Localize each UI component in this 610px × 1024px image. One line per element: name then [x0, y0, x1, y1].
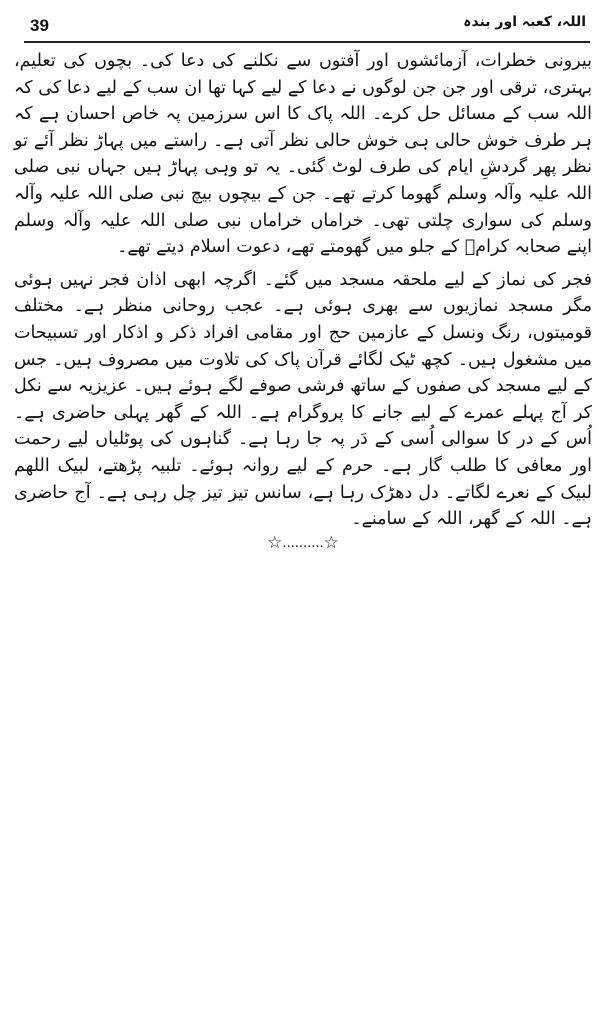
star-outline-icon: ☆ — [267, 533, 283, 553]
header-rule — [24, 41, 590, 43]
separator-dots: .......... — [282, 535, 324, 551]
page-number: 39 — [30, 16, 49, 35]
page-header — [24, 14, 590, 40]
section-separator — [255, 533, 351, 555]
body-text — [14, 48, 592, 533]
star-outline-icon: ☆ — [323, 533, 339, 553]
paragraph: فجر کی نماز کے لیے ملحقہ مسجد میں گئے۔ اگرچہ ابھی اذان فجر نہیں ہوئی مگر مسجد نمازیوں سے بھری ہوئی ہے۔ عجب روحانی منظر ہے۔ مختلف قومیتوں، رنگ ونسل کے عازمین حج اور مقامی افراد ذکر و اذکار اور تسبیحات میں مشغول ہیں۔ کچھ ٹیک لگائے قرآن پاک کی تلاوت میں مصروف ہیں۔ جس کے لیے مسجد کی صفوں کے ساتھ فرشی صوفے لگے ہوئے ہیں۔ عزیزیہ سے نکل کر آج پہلے عمرے کے لیے جانے کا پروگرام ہے۔ اللہ کے گھر پہلی حاضری ہے۔ اُس کے در کا سوالی اُسی کے دَر پہ جا رہا ہے۔ گناہوں کی پوٹلیاں لیے رحمت اور معافی کا طلب گار ہے۔ حرم کے لیے روانہ ہوئے۔ تلبیہ پڑھتے، لبیک اللھم لبیک کے نعرے لگاتے۔ دل دھڑک رہا ہے، سانس تیز تیز چل رہی ہے۔ آج حاضری ہے۔ اللہ کے گھر، اللہ کے سامنے۔ — [14, 269, 592, 530]
running-title: اللہ، کعبہ اور بندہ — [463, 14, 586, 30]
paragraph: بیرونی خطرات، آزمائشوں اور آفتوں سے نکلنے کی دعا کی۔ بچوں کی تعلیم، بہتری، ترقی اور جن جن لوگوں نے دعا کے لیے کہا تھا ان سب کے لیے دعا کی کہ اللہ سب کے مسائل حل کرے۔ اللہ پاک کا اس سرزمین پہ خاص احسان ہے کہ ہر طرف خوش حالی ہی خوش حالی نظر آتی ہے۔ راستے میں پہاڑ نظر آئے تو نظر پھر گردشِ ایام کی طرف لوٹ گئی۔ یہ تو وہی پہاڑ ہیں جہاں نبی صلی اللہ علیہ وآلہ وسلم گھوما کرتے تھے۔ جن کے بیچوں بیچ نبی صلی اللہ علیہ وآلہ وسلم کی سواری چلتی تھی۔ خراماں خراماں نبی صلی اللہ علیہ وآلہ وسلم اپنے صحابہ کرامؓ کے جلو میں گھومتے تھے، دعوت اسلام دیتے تھے۔ — [14, 51, 592, 258]
